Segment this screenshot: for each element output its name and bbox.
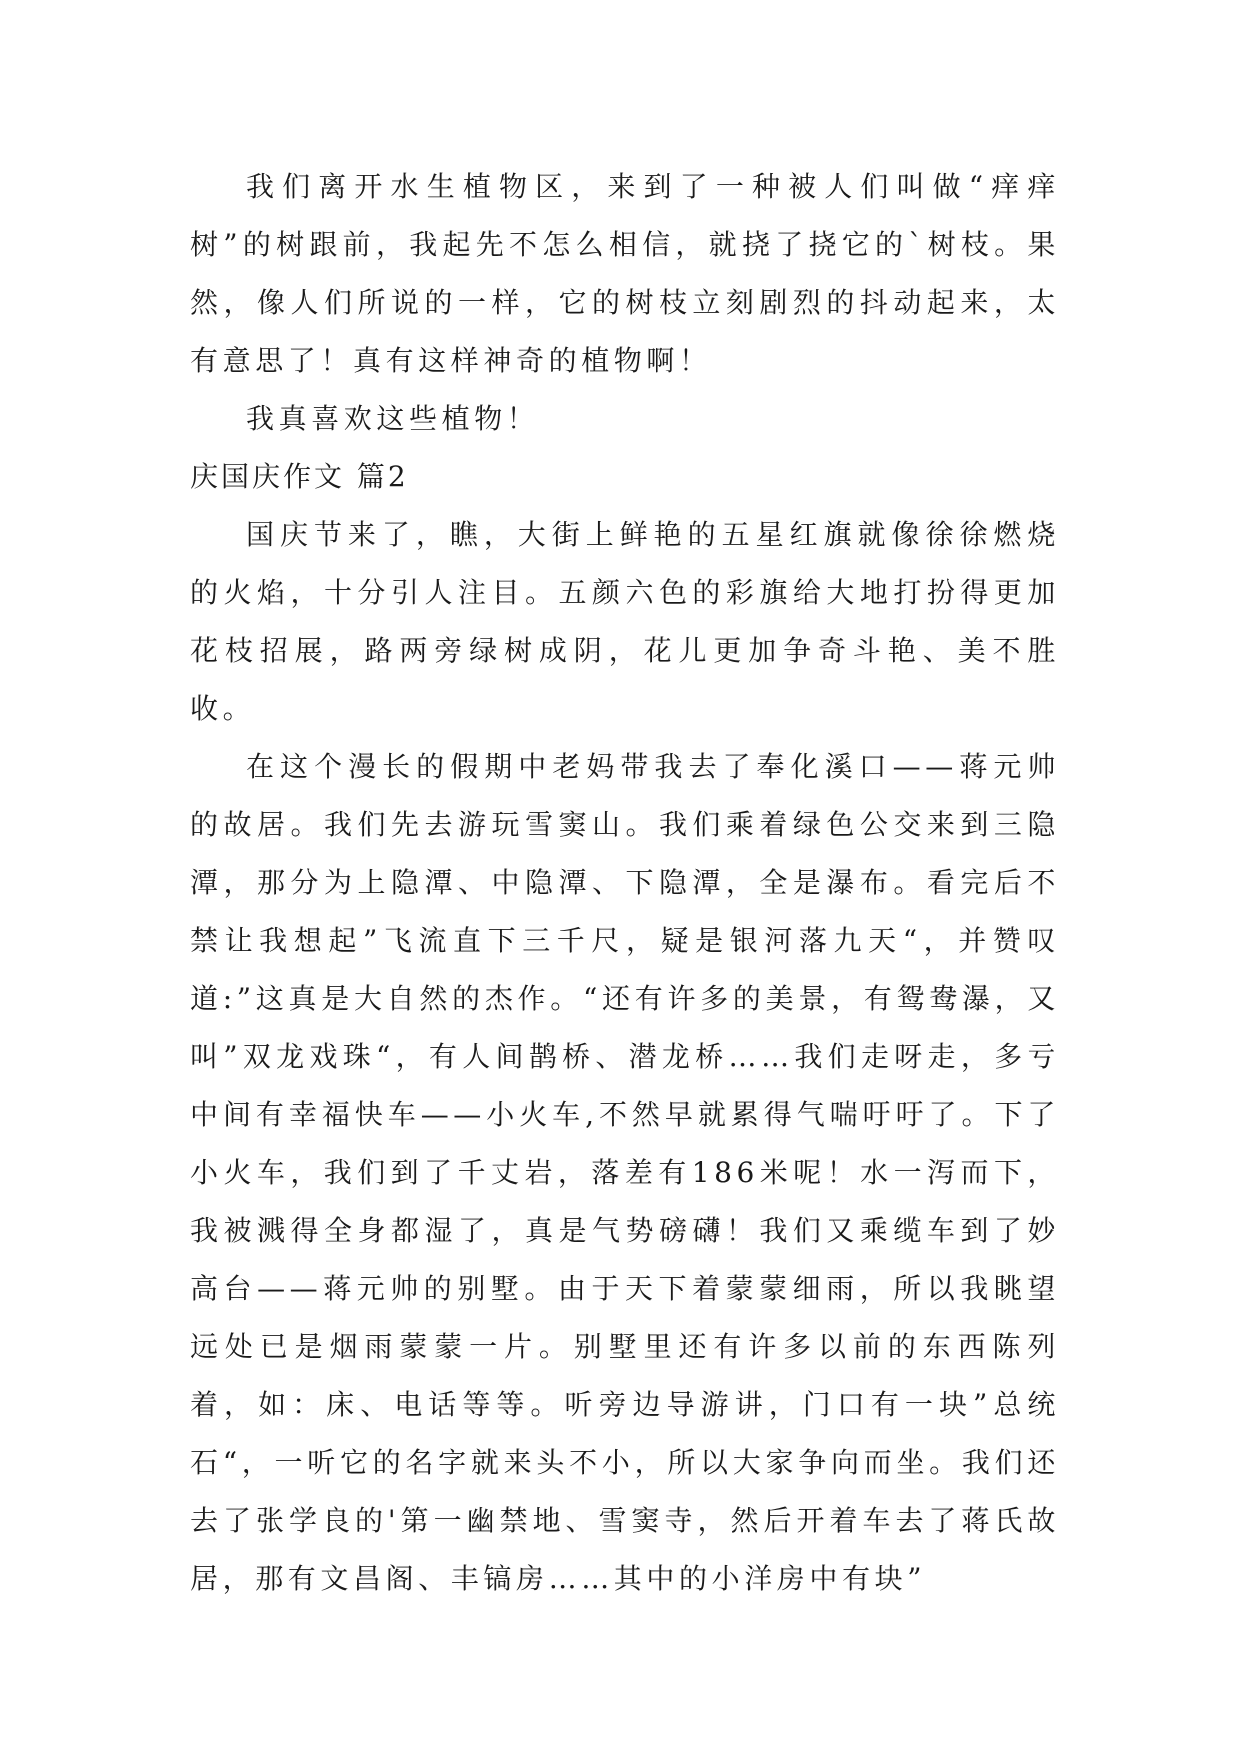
paragraph-xikou-trip: 在这个漫长的假期中老妈带我去了奉化溪口——蒋元帅的故居。我们先去游玩雪窦山。我们乘着绿色公交来到三隐潭，那分为上隐潭、中隐潭、下隐潭，全是瀑布。看完后不禁让我想起”飞流直下三千尺，疑是银河落九天“，并赞叹道:”这真是大自然的杰作。“还有许多的美景，有鸳鸯瀑，又叫”双龙戏珠“，有人间鹊桥、潜龙桥……我们走呀走，多亏中间有幸福快车——小火车,不然早就累得气喘吁吁了。下了小火车，我们到了千丈岩，落差有186米呢！水一泻而下，我被溅得全身都湿了，真是气势磅礴！我们又乘缆车到了妙高台——蒋元帅的别墅。由于天下着蒙蒙细雨，所以我眺望远处已是烟雨蒙蒙一片。别墅里还有许多以前的东西陈列着，如：床、电话等等。听旁边导游讲，门口有一块”总统石“，一听它的名字就来头不小，所以大家争向而坐。我们还去了张学良的'第一幽禁地、雪窦寺，然后开着车去了蒋氏故居，那有文昌阁、丰镐房……其中的小洋房中有块” bbox=[190, 750, 1060, 1595]
section-heading: 庆国庆作文 篇2 bbox=[190, 460, 409, 493]
document-body bbox=[190, 158, 1060, 1608]
paragraph-like-plants: 我真喜欢这些植物！ bbox=[246, 402, 540, 435]
paragraph-national-day: 国庆节来了，瞧，大街上鲜艳的五星红旗就像徐徐燃烧的火焰，十分引人注目。五颜六色的彩旗给大地打扮得更加花枝招展，路两旁绿树成阴，花儿更加争奇斗艳、美不胜收。 bbox=[190, 518, 1060, 725]
paragraph-itch-tree: 我们离开水生植物区，来到了一种被人们叫做“痒痒树”的树跟前，我起先不怎么相信，就挠了挠它的`树枝。果然，像人们所说的一样，它的树枝立刻剧烈的抖动起来，太有意思了！真有这样神奇的植物啊！ bbox=[190, 170, 1060, 377]
